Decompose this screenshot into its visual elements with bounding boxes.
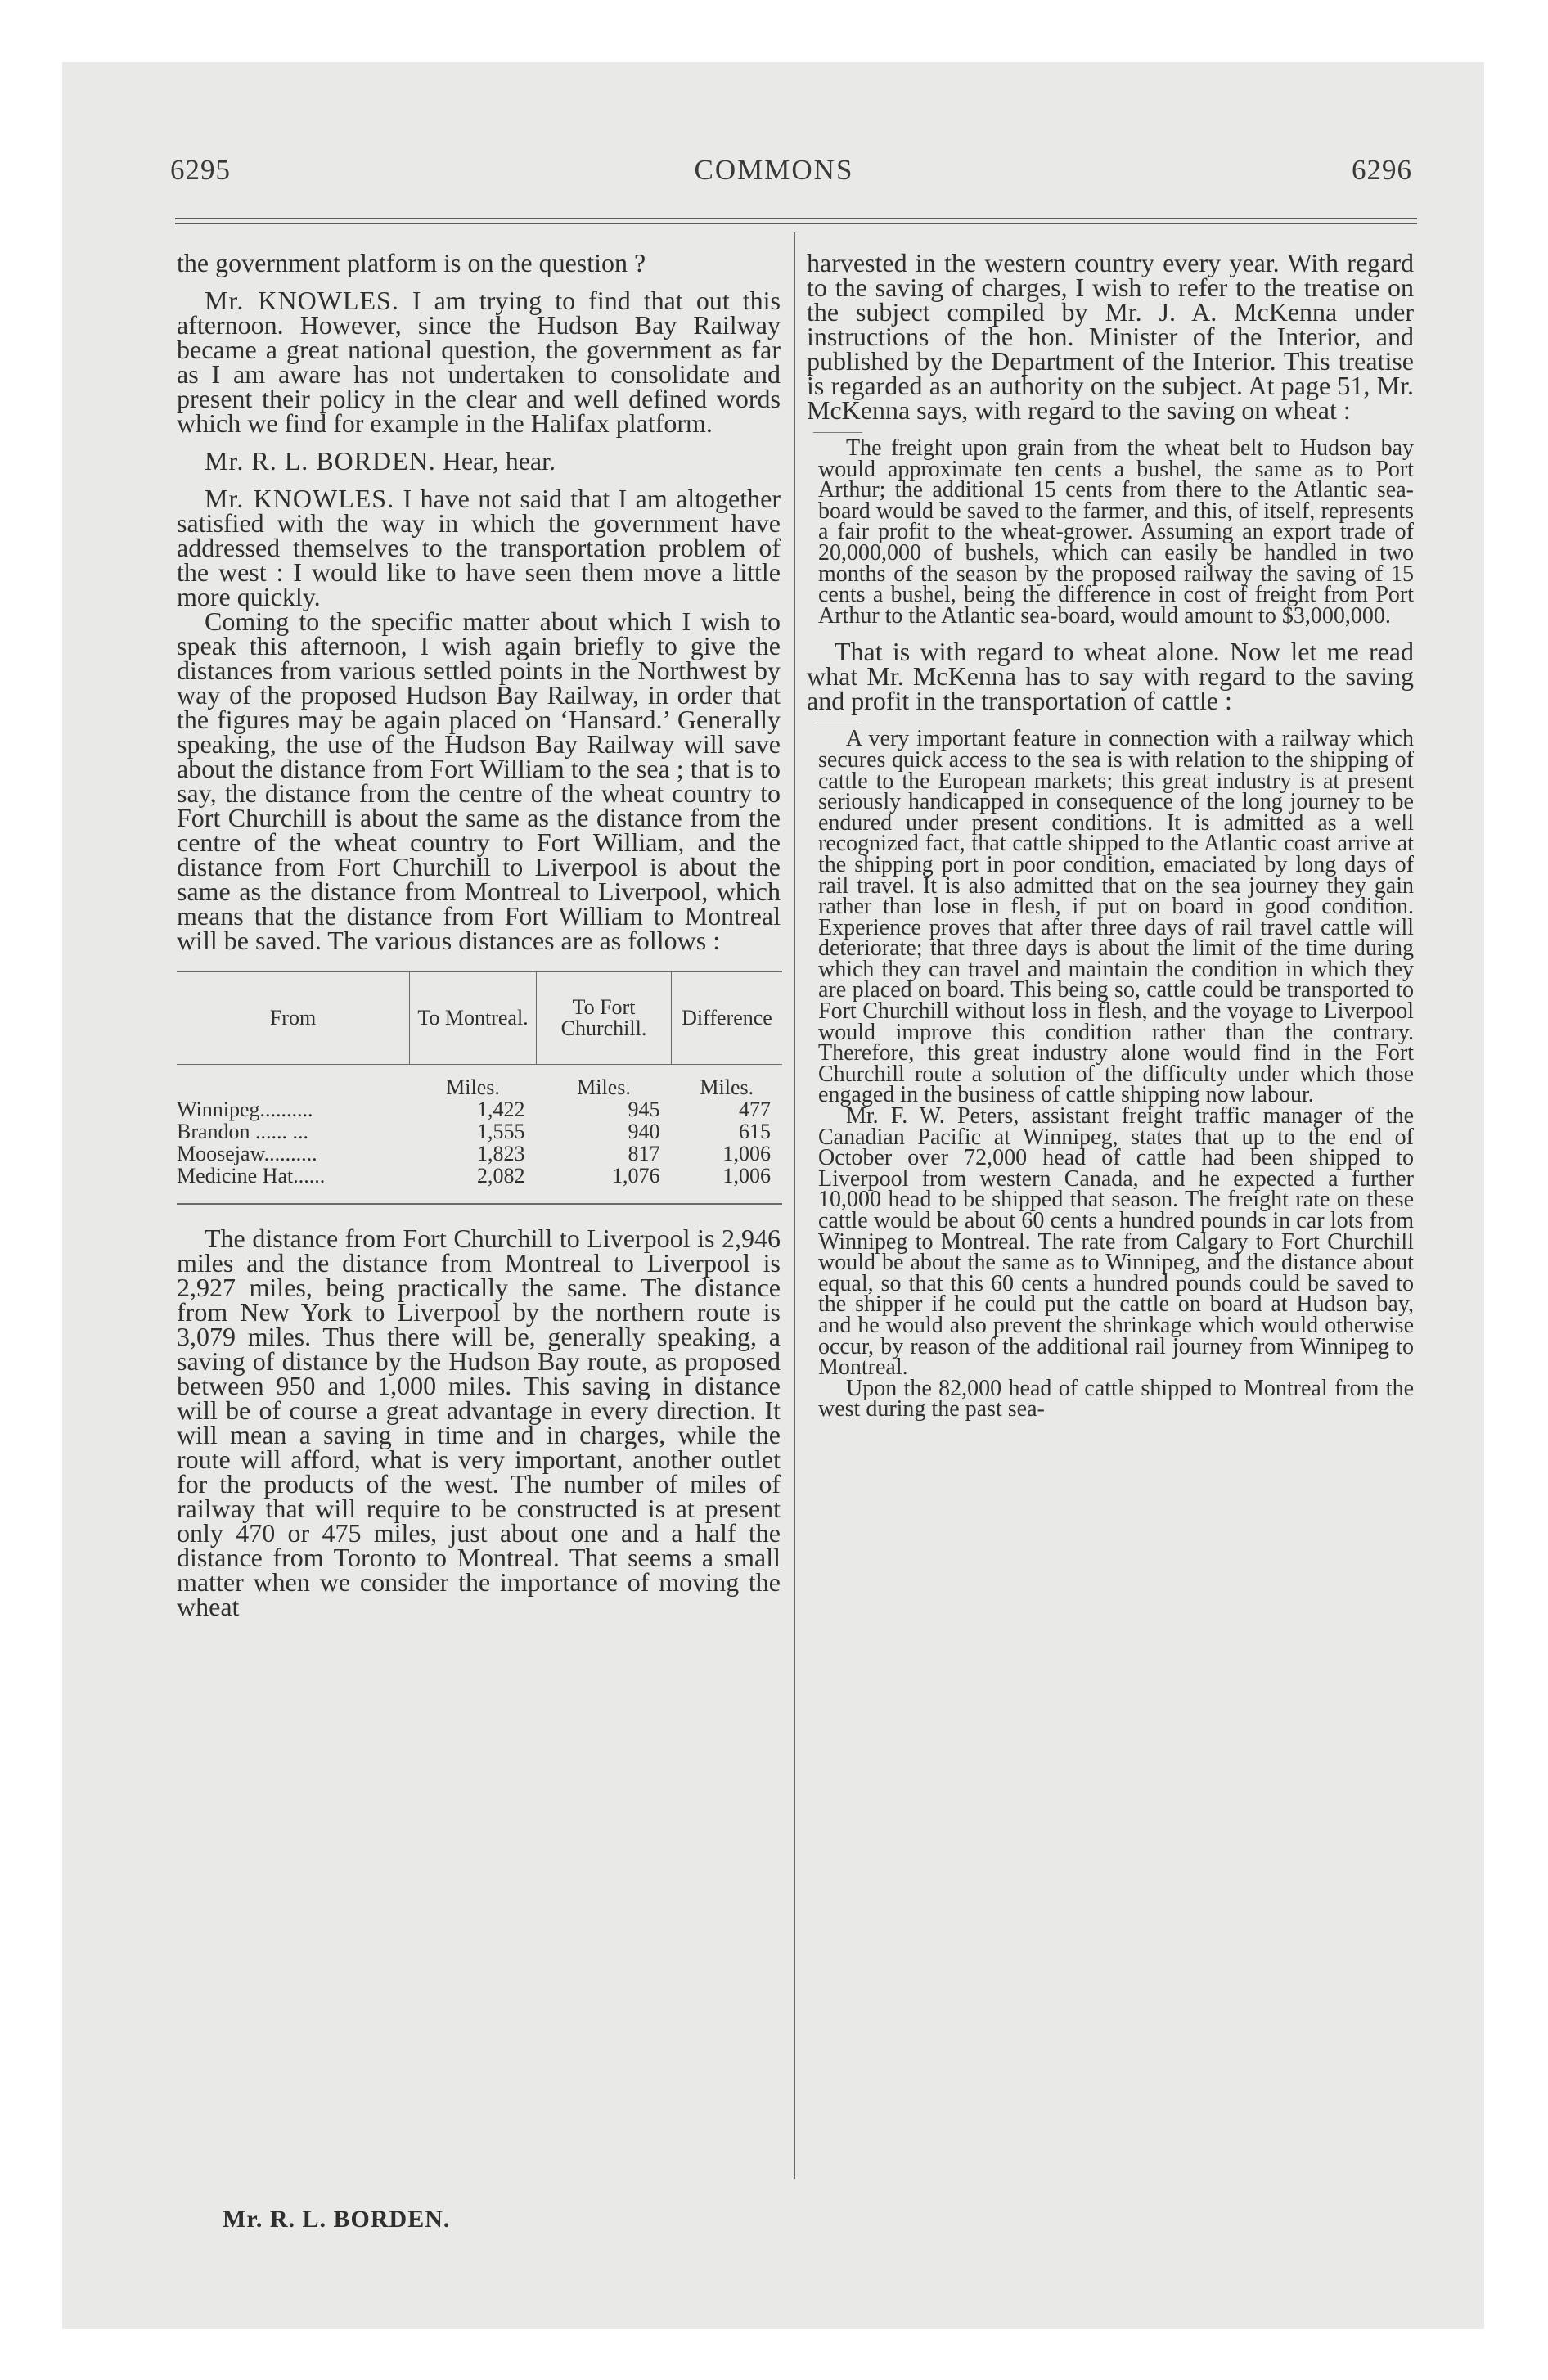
- table-cell: Winnipeg..........: [177, 1097, 313, 1121]
- table-header-row: [177, 971, 782, 1065]
- quotation: Mr. F. W. Peters, assistant freight traffic manager of the Canadian Pacific at Winnipeg, states that up to the end of October over 72,000 head of cattle had been shipped to Liverpool from western Canada, and he expected a further 10,000 head to be shipped that season. The freight rate on these cattle would be about 60 cents a hundred pounds in car lots from Winnipeg to Montreal. The rate from Calgary to Fort Churchill would be about the same as to Winnipeg, and the distance about equal, so that this 60 cents a hundred pounds could be saved to the shipper if he could put the cattle on board at Hudson bay, and he would also prevent the shrinkage which would otherwise occur, by reason of the additional rail journey from Winnipeg to Montreal.: [818, 1103, 1414, 1381]
- table-row: [177, 1165, 782, 1187]
- speech: [177, 446, 781, 476]
- speaker-name: Mr. KNOWLES.: [205, 286, 399, 315]
- table-cell: 1,006: [722, 1141, 771, 1165]
- table-cell: 2,082: [477, 1163, 525, 1188]
- table-cell: 1,006: [722, 1163, 771, 1188]
- table-cell: 817: [628, 1141, 660, 1165]
- quotation: The freight upon grain from the wheat belt to Hudson bay would approximate ten cents a bushel, the same as to Port Arthur; the additional 15 cents from there to the Atlantic sea-board would be saved to the farmer, and this, of itself, represents a fair profit to the wheat-grower. Assuming an export trade of 20,000,000 of bushels, which can easily be handled in two months of the season by the proposed railway the saving of 15 cents a bushel, being the difference in cost of freight from Port Arthur to the Atlantic sea-board, would amount to $3,000,000.: [818, 435, 1414, 629]
- table-header-to-montreal: To Montreal.: [410, 971, 537, 1065]
- running-title: COMMONS: [694, 154, 854, 186]
- page-number-left: 6295: [170, 154, 231, 186]
- table-cell: 477: [739, 1097, 771, 1121]
- table-cell: 1,422: [477, 1097, 525, 1121]
- table-rule: [177, 1187, 782, 1204]
- table-cell: 940: [628, 1119, 660, 1143]
- paragraph: harvested in the western country every year. With regard to the saving of charges, I wish to refer to the treatise on the subject compiled by Mr. J. A. McKenna under instructions of the hon. Minister of the Interior, and published by the Department of the Interior. This treatise is regarded as an authority on the subject. At page 51, Mr. McKenna says, with regard to the saving on wheat :: [807, 248, 1414, 425]
- speech-text: I am trying to find that out this afternoon. However, since the Hudson Bay Railway became a great national question, the government as far as I am aware has not undertaken to consolidate and present their policy in the clear and well defined words which we find for example in the Halifax platform.: [177, 286, 781, 438]
- table-cell: Miles.: [410, 1065, 537, 1099]
- running-footer: Mr. R. L. BORDEN.: [223, 2206, 451, 2233]
- table-cell: 945: [628, 1097, 660, 1121]
- table-cell: [177, 1065, 410, 1099]
- table-cell: 615: [739, 1119, 771, 1143]
- right-column: [807, 250, 1414, 1420]
- page-number-right: 6296: [1352, 154, 1412, 186]
- table-row: [177, 1143, 782, 1165]
- header-rule-top: [175, 218, 1417, 219]
- left-column: [177, 250, 781, 1619]
- speech-text: I have not said that I am altogether satisfied with the way in which the government have addressed themselves to the transportation problem of the west : I would like to have seen them move a little more quickly.: [177, 484, 781, 611]
- column-divider: [794, 232, 795, 2179]
- speech: [177, 286, 781, 438]
- table-cell: Moosejaw..........: [177, 1141, 317, 1165]
- distance-table: [177, 971, 782, 1205]
- table-header-from: From: [269, 1006, 317, 1030]
- table-units-row: [177, 1065, 782, 1099]
- speech: [177, 486, 781, 609]
- paragraph: the government platform is on the question ?: [177, 248, 646, 277]
- quotation: A very important feature in connection with a railway which secures quick access to the sea is with relation to the shipping of cattle to the European markets; this great industry is at present seriously handicapped in consequence of the long journey to be endured under present conditions. It is admitted as a well recognized fact, that cattle shipped to the Atlantic coast arrive at the shipping port in poor condition, emaciated by long days of rail travel. It is also admitted that on the sea journey they gain rather than lose in flesh, if put on board in good condition. Experience proves that after three days of rail travel cattle will deteriorate; that three days is about the limit of the time during which they can travel and maintain the condition in which they are placed on board. This being so, cattle could be transported to Fort Churchill without loss in flesh, and the voyage to Liverpool would improve this condition rather than the contrary. Therefore, this great industry alone would find in the Fort Churchill route a solution of the difficulty under which those engaged in the business of cattle shipping now labour.: [818, 726, 1414, 1108]
- paragraph: The distance from Fort Churchill to Liverpool is 2,946 miles and the distance from Montreal to Liverpool is 2,927 miles, being practically the same. The distance from New York to Liverpool by the northern route is 3,079 miles. Thus there will be, generally speaking, a saving of distance by the Hudson Bay route, as proposed between 950 and 1,000 miles. This saving in distance will be of course a great advantage in every direction. It will mean a saving in time and in charges, while the route will afford, what is very important, another outlet for the products of the west. The number of miles of railway that will require to be constructed is at present only 470 or 475 miles, just about one and a half the distance from Toronto to Montreal. That seems a small matter when we consider the importance of moving the wheat: [177, 1224, 781, 1621]
- quote-separator: [813, 432, 862, 433]
- table-cell: Miles.: [672, 1065, 783, 1099]
- table-cell: Brandon ...... ...: [177, 1119, 309, 1143]
- speaker-name: Mr. R. L. BORDEN.: [205, 446, 436, 476]
- table-row: [177, 1098, 782, 1120]
- table-header-difference: Difference: [672, 971, 783, 1065]
- table-cell: Miles.: [537, 1065, 672, 1099]
- table-cell: 1,555: [477, 1119, 525, 1143]
- table-cell: 1,823: [477, 1141, 525, 1165]
- speech-text: Hear, hear.: [435, 446, 556, 476]
- paragraph: Coming to the specific matter about which I wish to speak this afternoon, I wish again briefly to give the distances from various settled points in the Northwest by way of the proposed Hudson Bay Railway, in order that the figures may be again placed on ‘Hansard.’ Generally speaking, the use of the Hudson Bay Railway will save about the distance from Fort William to the sea ; that is to say, the distance from the centre of the wheat country to Fort Churchill is about the same as the distance from the centre of the wheat country to Fort William, and the distance from Fort Churchill to Liverpool is about the same as the distance from Montreal to Liverpool, which means that the distance from Fort William to Montreal will be saved. The various distances are as follows :: [177, 606, 781, 955]
- table-row: [177, 1120, 782, 1143]
- paragraph: That is with regard to wheat alone. Now let me read what Mr. McKenna has to say with regard to the saving and profit in the transportation of cattle :: [807, 637, 1414, 716]
- table-header-to-fort-churchill: To Fort Churchill.: [537, 971, 672, 1065]
- speaker-name: Mr. KNOWLES.: [205, 484, 395, 513]
- header-rule-bottom: [175, 223, 1417, 224]
- table-cell: Medicine Hat......: [177, 1163, 326, 1188]
- table-bottom-rule: [177, 1187, 782, 1204]
- quotation: Upon the 82,000 head of cattle shipped to Montreal from the west during the past sea-: [818, 1375, 1414, 1422]
- table-cell: 1,076: [612, 1163, 660, 1188]
